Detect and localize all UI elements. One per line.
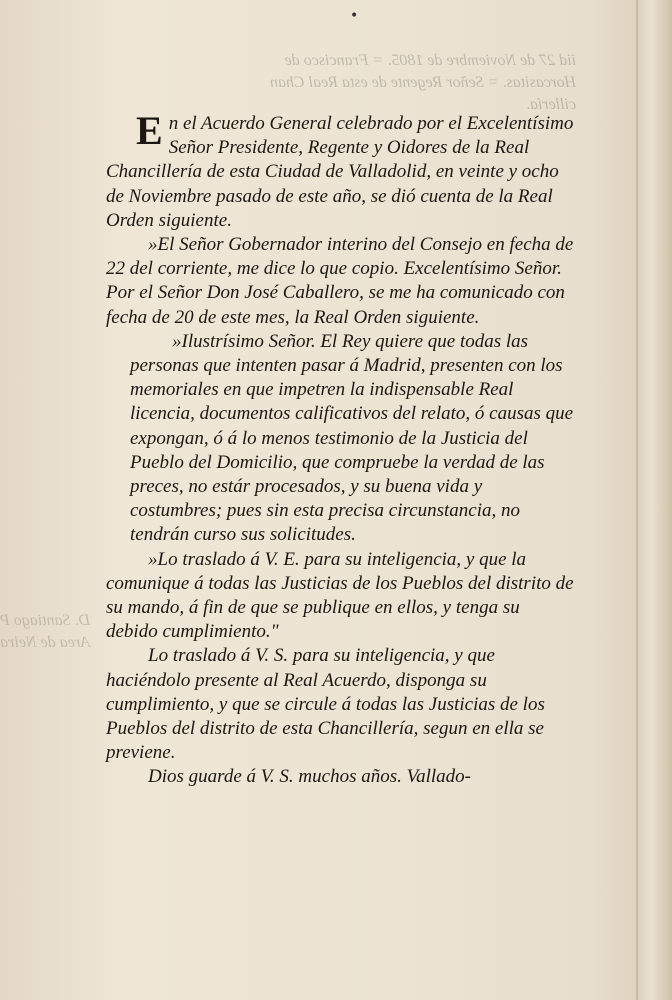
paragraph-text: n el Acuerdo General celebrado por el Excelentísimo Señor Presidente, Regente y Oidores de la Real Chancillería de esta Ciudad de Valladolid, en veinte y ocho de Noviembre pasado de este año, se dió cuenta de la Real Orden siguiente.: [106, 113, 574, 231]
next-page-edge: [638, 0, 672, 1000]
bleed-line: Area de Neira: [0, 634, 91, 651]
bleed-through-text-left: [0, 610, 90, 654]
bleed-through-text-top: [270, 50, 576, 116]
ink-dot: •: [350, 8, 359, 24]
paragraph-royal-order: »Ilustrísimo Señor. El Rey quiere que todas las personas que intenten pasar á Madrid, presenten con los memoriales en que impetren la indispensable Real licencia, documentos calificativos del relato, ó causas que expongan, ó á lo menos testimonio de la Justicia del Pueblo del Domicilio, que compruebe la verdad de las preces, no estár procesados, y su buena vida y costumbres; pues sin esta precisa circunstancia, no tendrán curso sus solicitudes.: [130, 330, 574, 546]
document-body: [106, 108, 576, 790]
paragraph-transfer-ve: »Lo traslado á V. E. para su inteligencia, y que la comunique á todas las Justicias de los Pueblos del distrito de su mando, á fin de que se publique en ellos, y tenga su debido cumplimiento.": [106, 548, 574, 643]
bleed-line: Horcasitas. = Señor Regente de esta Real Chan: [270, 74, 577, 91]
paragraph-intro: [106, 108, 576, 233]
paragraph-transfer-vs: Lo traslado á V. S. para su inteligencia, y que haciéndolo presente al Real Acuerdo, disponga su cumplimiento, y que se circule á todas las Justicias de los Pueblos del distrito de esta Chancillería, segun en ella se previene.: [106, 645, 545, 764]
paragraph-closing: Dios guarde á V. S. muchos años. Vallado-: [148, 766, 471, 788]
bleed-line: D. Santiago P: [0, 612, 91, 629]
paragraph-governor: »El Señor Gobernador interino del Consejo en fecha de 22 del corriente, me dice lo que copio. Excelentísimo Señor. Por el Señor Don José Caballero, se me ha comunicado con fecha de 20 de este mes, la Real Orden siguiente.: [106, 234, 574, 328]
drop-cap: E: [136, 108, 163, 153]
bleed-line: cillería.: [525, 96, 577, 113]
bleed-line: iid 27 de Noviembre de 1805. = Francisco de: [284, 52, 577, 69]
